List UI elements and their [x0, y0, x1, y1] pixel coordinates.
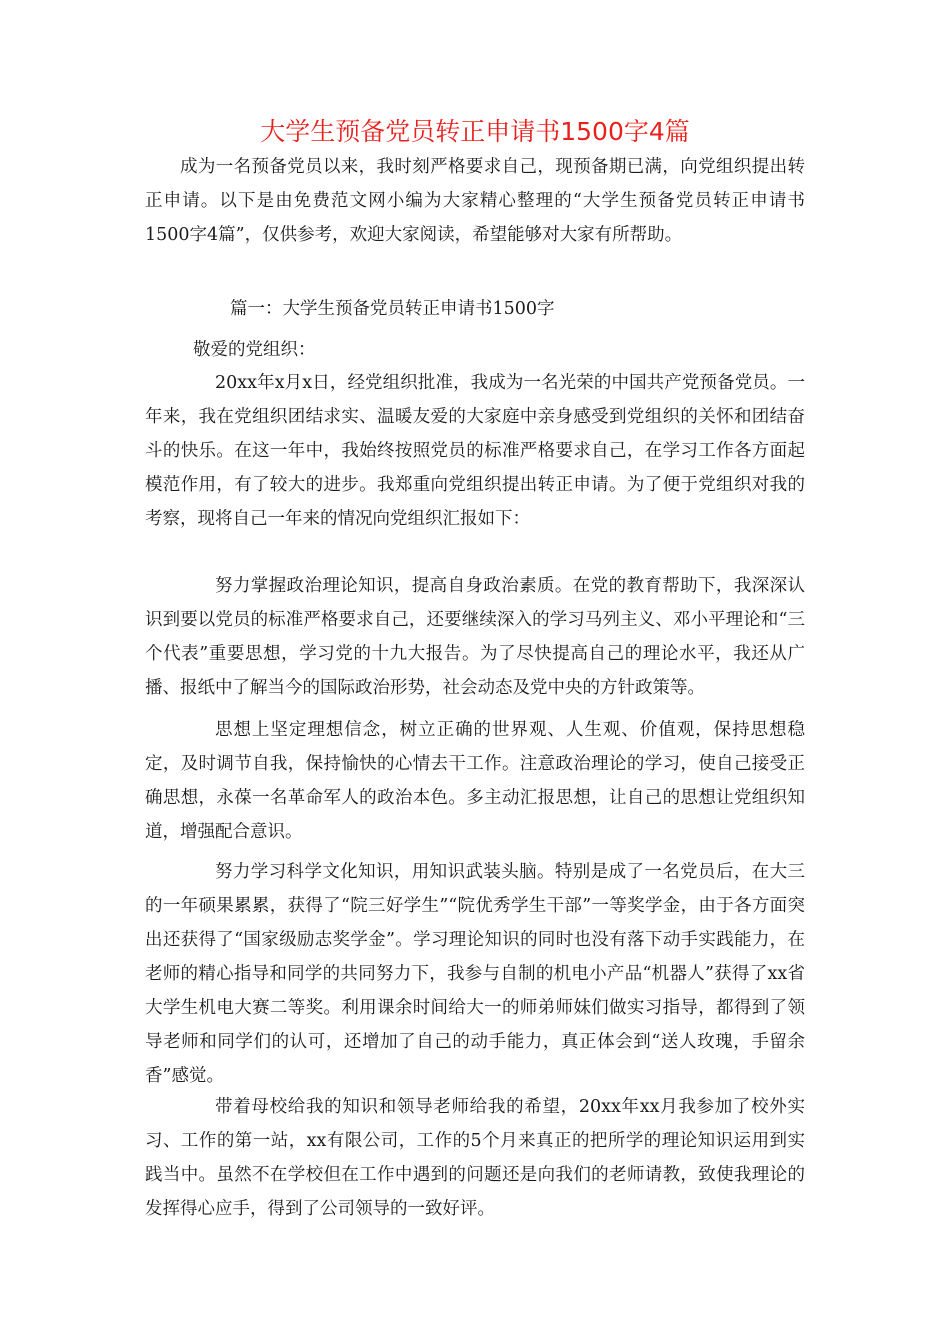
intro-paragraph: 成为一名预备党员以来，我时刻严格要求自己，现预备期已满，向党组织提出转正申请。以下是由免费范文网小编为大家精心整理的“大学生预备党员转正申请书1500字4篇”，仅供参考，欢迎大家阅读，希望能够对大家有所帮助。: [145, 157, 805, 245]
body-paragraph: 努力学习科学文化知识，用知识武装头脑。特别是成了一名党员后，在大三的一年硕果累累，获得了“院三好学生”“院优秀学生干部”一等奖学金，由于各方面突出还获得了“国家级励志奖学金”。学习理论知识的同时也没有落下动手实践能力，在老师的精心指导和同学的共同努力下，我参与自制的机电小产品“机器人”获得了xx省大学生机电大赛二等奖。利用课余时间给大一的师弟师妹们做实习指导，都得到了领导老师和同学们的认可，还增加了自己的动手能力，真正体会到“送人玫瑰，手留余香”感觉。: [145, 862, 805, 1086]
document-title: 大学生预备党员转正申请书1500字4篇: [260, 117, 690, 146]
salutation: 敬爱的党组织：: [193, 340, 316, 360]
section-heading: 篇一：大学生预备党员转正申请书1500字: [230, 299, 555, 319]
body-paragraph: 带着母校给我的知识和领导老师给我的希望，20xx年xx月我参加了校外实习、工作的第一站，xx有限公司，工作的5个月来真正的把所学的理论知识运用到实践当中。虽然不在学校但在工作中遇到的问题还是向我们的老师请教，致使我理论的发挥得心应手，得到了公司领导的一致好评。: [145, 1097, 805, 1219]
body-paragraph: 努力掌握政治理论知识，提高自身政治素质。在党的教育帮助下，我深深认识到要以党员的标准严格要求自己，还要继续深入的学习马列主义、邓小平理论和“三个代表”重要思想，学习党的十九大报告。为了尽快提高自己的理论水平，我还从广播、报纸中了解当今的国际政治形势，社会动态及党中央的方针政策等。: [145, 576, 805, 698]
body-paragraph: 20xx年x月x日，经党组织批准，我成为一名光荣的中国共产党预备党员。一年来，我在党组织团结求实、温暖友爱的大家庭中亲身感受到党组织的关怀和团结奋斗的快乐。在这一年中，我始终按照党员的标准严格要求自己，在学习工作各方面起模范作用，有了较大的进步。我郑重向党组织提出转正申请。为了便于党组织对我的考察，现将自己一年来的情况向党组织汇报如下：: [145, 373, 805, 529]
body-paragraph: 思想上坚定理想信念，树立正确的世界观、人生观、价值观，保持思想稳定，及时调节自我，保持愉快的心情去干工作。注意政治理论的学习，使自己接受正确思想，永葆一名革命军人的政治本色。多主动汇报思想，让自己的思想让党组织知道，增强配合意识。: [145, 720, 805, 842]
